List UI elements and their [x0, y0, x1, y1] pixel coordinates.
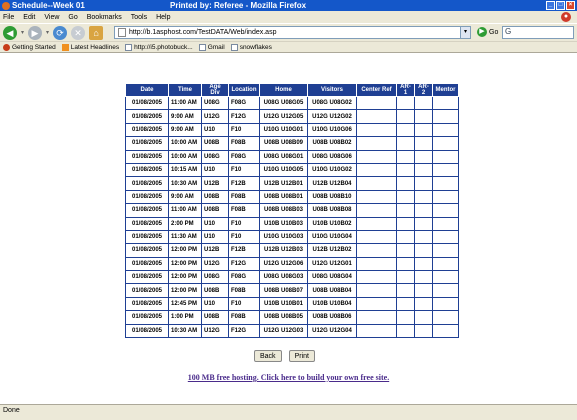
- cell-time: 10:30 AM: [169, 177, 202, 190]
- cell-home: U10G U10G05: [260, 163, 308, 176]
- cell-date: 01/08/2005: [126, 97, 169, 110]
- header-home: Home: [260, 84, 308, 97]
- cell-location: F08G: [229, 150, 260, 163]
- cell-mentor: [433, 217, 459, 230]
- cell-home: U08B U08B07: [260, 284, 308, 297]
- cell-date: 01/08/2005: [126, 271, 169, 284]
- cell-home: U08G U08G05: [260, 97, 308, 110]
- cell-mentor: [433, 190, 459, 203]
- table-header-row: [126, 84, 459, 97]
- cell-ar2: [415, 324, 433, 337]
- cell-home: U08B U08B03: [260, 204, 308, 217]
- cell-age-div: U12G: [202, 324, 229, 337]
- cell-location: F10: [229, 123, 260, 136]
- cell-age-div: U10: [202, 230, 229, 243]
- cell-home: U10B U10B01: [260, 297, 308, 310]
- cell-ar2: [415, 150, 433, 163]
- cell-date: 01/08/2005: [126, 257, 169, 270]
- cell-visitors: U10G U10G02: [308, 163, 357, 176]
- cell-ar2: [415, 163, 433, 176]
- cell-age-div: U08B: [202, 137, 229, 150]
- cell-visitors: U08B U08B02: [308, 137, 357, 150]
- cell-age-div: U10: [202, 297, 229, 310]
- cell-home: U10G U10G03: [260, 230, 308, 243]
- cell-age-div: U08G: [202, 97, 229, 110]
- cell-ar1: [397, 230, 415, 243]
- table-row: [126, 324, 459, 337]
- table-row: [126, 230, 459, 243]
- maximize-button[interactable]: □: [556, 1, 565, 10]
- cell-ar1: [397, 163, 415, 176]
- free-hosting-link[interactable]: 100 MB free hosting. Click here to build your own free site.: [187, 373, 390, 382]
- cell-center-ref: [357, 97, 397, 110]
- page-bookmark-icon: [231, 44, 238, 51]
- cell-ar1: [397, 311, 415, 324]
- cell-age-div: U08B: [202, 204, 229, 217]
- cell-visitors: U08B U08B10: [308, 190, 357, 203]
- cell-age-div: U08G: [202, 271, 229, 284]
- table-row: [126, 311, 459, 324]
- cell-time: 2:00 PM: [169, 217, 202, 230]
- header-center-ref: Center Ref: [357, 84, 397, 97]
- cell-time: 10:15 AM: [169, 163, 202, 176]
- cell-home: U08B U08B05: [260, 311, 308, 324]
- cell-visitors: U08B U08B06: [308, 311, 357, 324]
- cell-age-div: U08B: [202, 190, 229, 203]
- cell-date: 01/08/2005: [126, 204, 169, 217]
- cell-time: 9:00 AM: [169, 110, 202, 123]
- go-button[interactable]: [477, 27, 498, 37]
- cell-center-ref: [357, 123, 397, 136]
- navigation-toolbar: [0, 23, 577, 41]
- cell-ar2: [415, 284, 433, 297]
- cell-age-div: U08B: [202, 284, 229, 297]
- cell-ar2: [415, 297, 433, 310]
- cell-visitors: U12G U12G04: [308, 324, 357, 337]
- cell-home: U08B U08B09: [260, 137, 308, 150]
- cell-ar2: [415, 97, 433, 110]
- cell-mentor: [433, 177, 459, 190]
- cell-ar1: [397, 190, 415, 203]
- cell-date: 01/08/2005: [126, 230, 169, 243]
- cell-ar1: [397, 97, 415, 110]
- header-location: Location: [229, 84, 260, 97]
- cell-age-div: U10: [202, 163, 229, 176]
- cell-home: U10B U10B03: [260, 217, 308, 230]
- cell-time: 12:00 PM: [169, 271, 202, 284]
- cell-time: 11:00 AM: [169, 204, 202, 217]
- cell-location: F08B: [229, 137, 260, 150]
- window-title: Schedule--Week 01: [12, 1, 85, 10]
- cell-ar1: [397, 137, 415, 150]
- cell-center-ref: [357, 271, 397, 284]
- table-row: [126, 190, 459, 203]
- cell-visitors: U12G U12G02: [308, 110, 357, 123]
- cell-home: U08G U08G01: [260, 150, 308, 163]
- cell-ar2: [415, 311, 433, 324]
- cell-ar2: [415, 137, 433, 150]
- menu-help[interactable]: Help: [156, 13, 171, 21]
- cell-home: U12B U12B03: [260, 244, 308, 257]
- cell-date: 01/08/2005: [126, 190, 169, 203]
- cell-age-div: U10: [202, 123, 229, 136]
- cell-visitors: U08G U08G02: [308, 97, 357, 110]
- cell-time: 12:00 PM: [169, 257, 202, 270]
- header-age-div: Age Div: [202, 84, 229, 97]
- cell-ar1: [397, 324, 415, 337]
- back-dropdown-icon[interactable]: ▾: [21, 30, 25, 36]
- cell-age-div: U12G: [202, 257, 229, 270]
- cell-ar1: [397, 123, 415, 136]
- cell-date: 01/08/2005: [126, 244, 169, 257]
- cell-location: F08G: [229, 97, 260, 110]
- cell-age-div: U12B: [202, 177, 229, 190]
- cell-age-div: U10: [202, 217, 229, 230]
- cell-date: 01/08/2005: [126, 297, 169, 310]
- table-row: [126, 244, 459, 257]
- title-bar: [0, 0, 577, 11]
- cell-date: 01/08/2005: [126, 163, 169, 176]
- cell-center-ref: [357, 284, 397, 297]
- url-text[interactable]: http://b.1asphost.com/TestDATA/Web/index.asp: [129, 29, 277, 36]
- back-arrow-icon[interactable]: ◀: [3, 26, 17, 40]
- cell-center-ref: [357, 163, 397, 176]
- firefox-icon: [2, 2, 10, 10]
- reload-icon[interactable]: ⟳: [53, 26, 67, 40]
- cell-center-ref: [357, 244, 397, 257]
- cell-location: F10: [229, 230, 260, 243]
- cell-visitors: U10B U10B04: [308, 297, 357, 310]
- header-visitors: Visitors: [308, 84, 357, 97]
- cell-time: 9:00 AM: [169, 123, 202, 136]
- menu-tools[interactable]: Tools: [130, 13, 148, 21]
- cell-mentor: [433, 271, 459, 284]
- window-controls: [546, 1, 575, 10]
- cell-ar1: [397, 177, 415, 190]
- cell-ar1: [397, 271, 415, 284]
- schedule-body: [126, 97, 459, 338]
- cell-ar2: [415, 123, 433, 136]
- cell-home: U12G U12G06: [260, 257, 308, 270]
- cell-visitors: U08G U08G04: [308, 271, 357, 284]
- cell-mentor: [433, 324, 459, 337]
- table-row: [126, 150, 459, 163]
- table-row: [126, 257, 459, 270]
- status-bar: [0, 404, 577, 420]
- cell-center-ref: [357, 230, 397, 243]
- search-input[interactable]: [502, 26, 574, 39]
- cell-location: F10: [229, 163, 260, 176]
- table-row: [126, 271, 459, 284]
- cell-visitors: U12B U12B02: [308, 244, 357, 257]
- table-row: [126, 217, 459, 230]
- schedule-table: [125, 83, 459, 338]
- cell-location: F12G: [229, 110, 260, 123]
- table-row: [126, 97, 459, 110]
- menu-bookmarks[interactable]: Bookmarks: [86, 13, 122, 21]
- table-row: [126, 137, 459, 150]
- cell-time: 11:30 AM: [169, 230, 202, 243]
- menu-edit[interactable]: Edit: [23, 13, 36, 21]
- table-row: [126, 163, 459, 176]
- cell-age-div: U12G: [202, 110, 229, 123]
- table-row: [126, 204, 459, 217]
- cell-time: 10:30 AM: [169, 324, 202, 337]
- cell-time: 12:00 PM: [169, 284, 202, 297]
- page-content: [0, 54, 577, 401]
- cell-age-div: U12B: [202, 244, 229, 257]
- cell-ar2: [415, 244, 433, 257]
- cell-location: F08G: [229, 271, 260, 284]
- cell-center-ref: [357, 257, 397, 270]
- cell-mentor: [433, 311, 459, 324]
- cell-mentor: [433, 163, 459, 176]
- header-date: Date: [126, 84, 169, 97]
- cell-home: U12G U12G03: [260, 324, 308, 337]
- table-row: [126, 297, 459, 310]
- rss-icon: [62, 44, 69, 51]
- cell-time: 9:00 AM: [169, 190, 202, 203]
- cell-age-div: U08B: [202, 311, 229, 324]
- cell-ar1: [397, 244, 415, 257]
- cell-center-ref: [357, 110, 397, 123]
- window-subtitle: Printed by: Referee - Mozilla Firefox: [170, 1, 307, 10]
- cell-ar2: [415, 230, 433, 243]
- status-text: Done: [3, 407, 20, 414]
- menu-bar: [0, 11, 577, 23]
- cell-visitors: U10B U10B02: [308, 217, 357, 230]
- cell-mentor: [433, 297, 459, 310]
- cell-visitors: U08B U08B04: [308, 284, 357, 297]
- stop-icon[interactable]: ●: [561, 12, 571, 22]
- cell-mentor: [433, 150, 459, 163]
- menu-file[interactable]: File: [3, 13, 15, 21]
- cell-location: F12B: [229, 177, 260, 190]
- cell-mentor: [433, 123, 459, 136]
- page-bookmark-icon: [125, 44, 132, 51]
- page-bookmark-icon: [199, 44, 206, 51]
- back-button[interactable]: Back: [254, 350, 282, 362]
- cell-mentor: [433, 284, 459, 297]
- bookmark-gmail[interactable]: Gmail: [199, 44, 225, 51]
- cell-date: 01/08/2005: [126, 217, 169, 230]
- cell-date: 01/08/2005: [126, 137, 169, 150]
- cell-ar1: [397, 110, 415, 123]
- cell-location: F08B: [229, 284, 260, 297]
- cell-mentor: [433, 257, 459, 270]
- cell-time: 1:00 PM: [169, 311, 202, 324]
- header-mentor: Mentor: [433, 84, 459, 97]
- table-row: [126, 177, 459, 190]
- table-row: [126, 123, 459, 136]
- cell-location: F08B: [229, 311, 260, 324]
- cell-date: 01/08/2005: [126, 110, 169, 123]
- menu-view[interactable]: View: [44, 13, 60, 21]
- header-ar2: AR-2: [415, 84, 433, 97]
- cell-center-ref: [357, 311, 397, 324]
- cell-location: F08B: [229, 204, 260, 217]
- bookmark-photobucket[interactable]: http://i5.photobuck...: [125, 44, 193, 51]
- cell-home: U12G U12G05: [260, 110, 308, 123]
- cell-visitors: U08G U08G06: [308, 150, 357, 163]
- cell-date: 01/08/2005: [126, 324, 169, 337]
- cell-center-ref: [357, 324, 397, 337]
- cell-time: 12:00 PM: [169, 244, 202, 257]
- firefox-bookmark-icon: [3, 44, 10, 51]
- cell-home: U08B U08B01: [260, 190, 308, 203]
- cell-center-ref: [357, 217, 397, 230]
- cell-time: 12:45 PM: [169, 297, 202, 310]
- page-icon: [118, 28, 126, 37]
- cell-ar1: [397, 284, 415, 297]
- cell-location: F12G: [229, 257, 260, 270]
- cell-location: F10: [229, 217, 260, 230]
- table-row: [126, 284, 459, 297]
- cell-center-ref: [357, 297, 397, 310]
- cell-location: F10: [229, 297, 260, 310]
- cell-mentor: [433, 110, 459, 123]
- close-button[interactable]: ×: [566, 1, 575, 10]
- url-dropdown-icon[interactable]: ▾: [460, 27, 470, 38]
- cell-mentor: [433, 137, 459, 150]
- print-button[interactable]: Print: [289, 350, 315, 362]
- bookmark-snowflakes[interactable]: snowflakes: [231, 44, 272, 51]
- cell-ar2: [415, 257, 433, 270]
- cell-location: F12B: [229, 244, 260, 257]
- bookmark-latest-headlines[interactable]: Latest Headlines: [62, 44, 119, 51]
- cell-center-ref: [357, 137, 397, 150]
- cell-time: 10:00 AM: [169, 150, 202, 163]
- cell-ar2: [415, 177, 433, 190]
- cell-home: U08G U08G03: [260, 271, 308, 284]
- cell-date: 01/08/2005: [126, 150, 169, 163]
- cell-visitors: U12G U12G01: [308, 257, 357, 270]
- cell-date: 01/08/2005: [126, 284, 169, 297]
- url-bar[interactable]: [114, 26, 471, 39]
- go-arrow-icon: ▶: [477, 27, 487, 37]
- cell-center-ref: [357, 177, 397, 190]
- cell-mentor: [433, 230, 459, 243]
- action-buttons: [254, 350, 315, 362]
- cell-home: U10G U10G01: [260, 123, 308, 136]
- cell-ar1: [397, 257, 415, 270]
- cell-ar1: [397, 150, 415, 163]
- cell-mentor: [433, 244, 459, 257]
- cell-date: 01/08/2005: [126, 311, 169, 324]
- search-engine-icon: G: [505, 27, 512, 36]
- cell-date: 01/08/2005: [126, 177, 169, 190]
- cell-age-div: U08G: [202, 150, 229, 163]
- cell-visitors: U12B U12B04: [308, 177, 357, 190]
- forward-arrow-icon[interactable]: ▶: [28, 26, 42, 40]
- cell-mentor: [433, 97, 459, 110]
- forward-dropdown-icon[interactable]: ▾: [46, 30, 50, 36]
- cell-time: 10:00 AM: [169, 137, 202, 150]
- stop-load-icon[interactable]: ✕: [71, 26, 85, 40]
- cell-home: U12B U12B01: [260, 177, 308, 190]
- cell-center-ref: [357, 204, 397, 217]
- cell-center-ref: [357, 190, 397, 203]
- home-icon[interactable]: ⌂: [89, 26, 103, 40]
- header-ar1: AR-1: [397, 84, 415, 97]
- cell-location: F08B: [229, 190, 260, 203]
- cell-ar1: [397, 297, 415, 310]
- table-row: [126, 110, 459, 123]
- cell-time: 11:00 AM: [169, 97, 202, 110]
- cell-date: 01/08/2005: [126, 123, 169, 136]
- cell-ar2: [415, 217, 433, 230]
- menu-go[interactable]: Go: [68, 13, 78, 21]
- cell-visitors: U10G U10G04: [308, 230, 357, 243]
- cell-center-ref: [357, 150, 397, 163]
- go-label: Go: [489, 28, 499, 36]
- cell-mentor: [433, 204, 459, 217]
- cell-ar2: [415, 110, 433, 123]
- cell-ar2: [415, 190, 433, 203]
- cell-visitors: U08B U08B08: [308, 204, 357, 217]
- cell-ar2: [415, 271, 433, 284]
- header-time: Time: [169, 84, 202, 97]
- bookmark-getting-started[interactable]: Getting Started: [3, 44, 56, 51]
- minimize-button[interactable]: _: [546, 1, 555, 10]
- cell-visitors: U10G U10G06: [308, 123, 357, 136]
- bookmarks-toolbar: [0, 41, 577, 53]
- cell-ar1: [397, 204, 415, 217]
- cell-ar1: [397, 217, 415, 230]
- cell-ar2: [415, 204, 433, 217]
- cell-location: F12G: [229, 324, 260, 337]
